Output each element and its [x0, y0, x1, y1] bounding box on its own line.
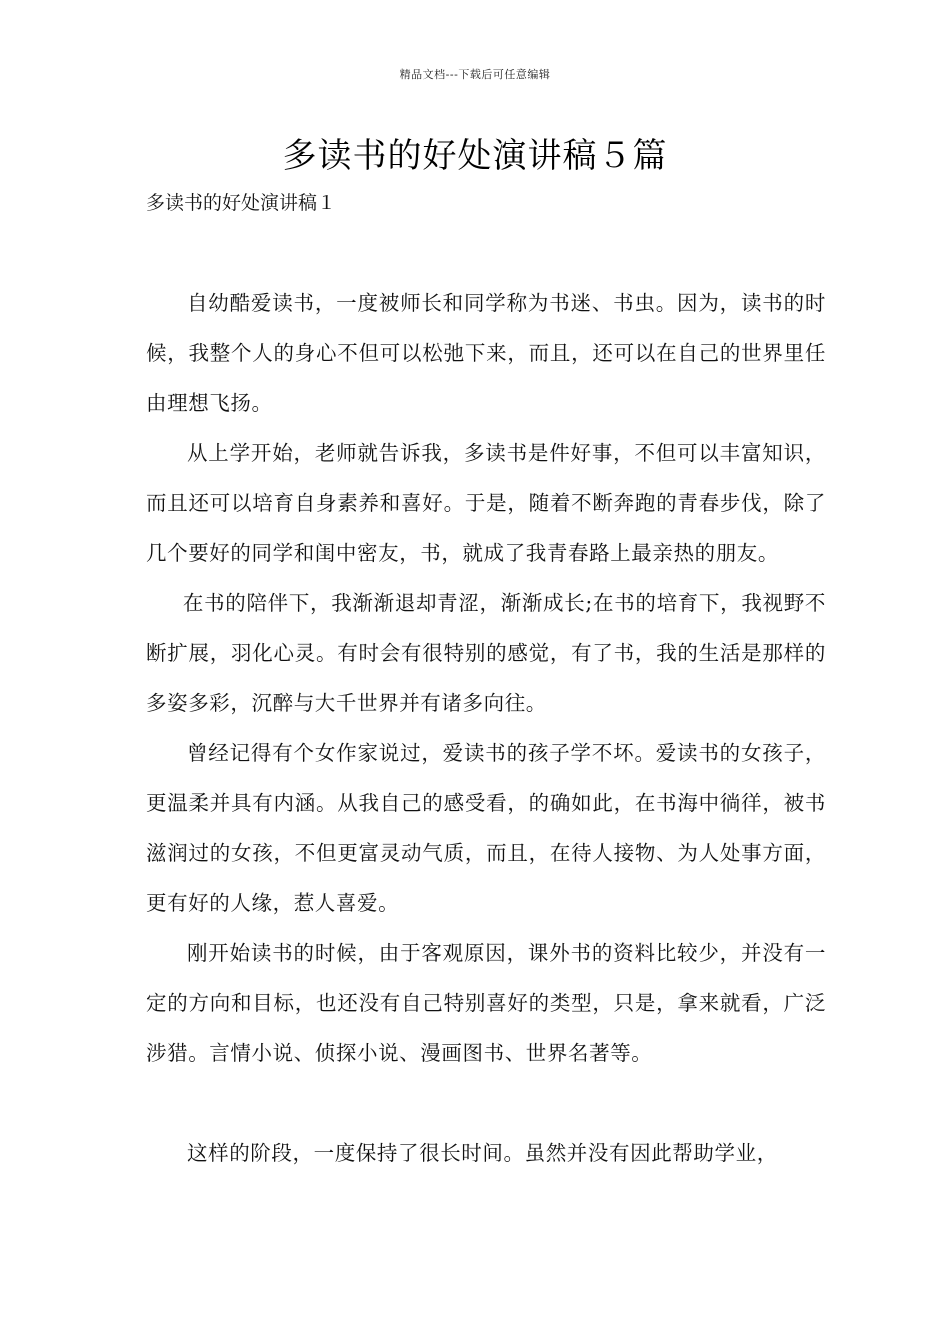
paragraph-2: 从上学开始，老师就告诉我，多读书是件好事，不但可以丰富知识，而且还可以培育自身素养和喜好。于是，随着不断奔跑的青春步伐，除了几个要好的同学和闺中密友，书，就成了我青春路上最亲热的朋友。 — [146, 441, 826, 565]
paragraph-1: 自幼酷爱读书，一度被师长和同学称为书迷、书虫。因为，读书的时候，我整个人的身心不但可以松弛下来，而且，还可以在自己的世界里任由理想飞扬。 — [146, 291, 826, 415]
header-note: 精品文档---下载后可任意编辑 — [399, 68, 551, 81]
section-subtitle: 多读书的好处演讲稿１ — [146, 192, 337, 214]
paragraph-6: 这样的阶段，一度保持了很长时间。虽然并没有因此帮助学业， — [187, 1141, 778, 1165]
paragraph-5: 刚开始读书的时候，由于客观原因，课外书的资料比较少，并没有一定的方向和目标，也还没有自己特别喜好的类型，只是，拿来就看，广泛涉猎。言情小说、侦探小说、漫画图书、世界名著等。 — [146, 941, 826, 1065]
paragraph-4: 曾经记得有个女作家说过，爱读书的孩子学不坏。爱读书的女孩子，更温柔并具有内涵。从我自己的感受看，的确如此，在书海中徜徉，被书滋润过的女孩，不但更富灵动气质，而且，在待人接物、为人处事方面，更有好的人缘，惹人喜爱。 — [146, 741, 826, 915]
document-title: 多读书的好处演讲稿５篇 — [282, 136, 668, 176]
body-text — [146, 278, 826, 1178]
paragraph-3: 在书的陪伴下，我渐渐退却青涩，渐渐成长;在书的培育下，我视野不断扩展，羽化心灵。有时会有很特别的感觉，有了书，我的生活是那样的多姿多彩，沉醉与大千世界并有诸多向往。 — [146, 591, 826, 715]
